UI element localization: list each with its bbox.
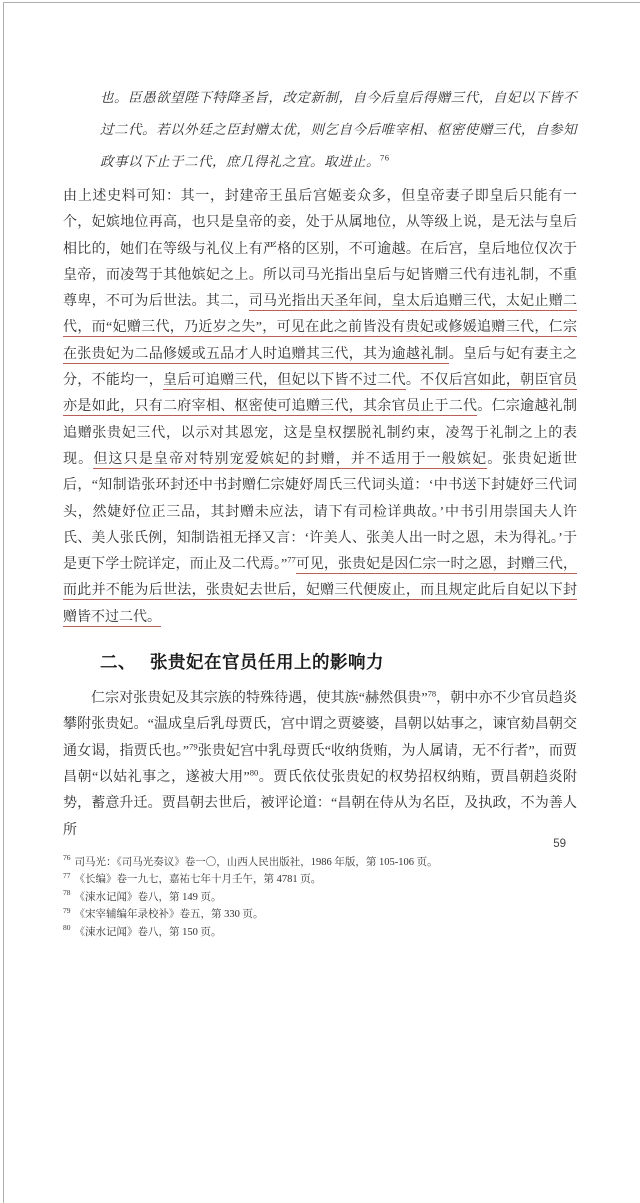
paragraph-influence	[63, 686, 577, 844]
footnote-item	[63, 889, 577, 907]
footnote-text: 《宋宰辅编年录校补》卷五，第 330 页。	[74, 909, 264, 921]
footnote-ref: 79	[189, 740, 198, 751]
underlined-text: 但这只是皇帝对特别宠爱嫔妃的封赠，并不适用于一般嫔妃	[93, 451, 488, 467]
section-heading	[100, 649, 577, 674]
footnote-item	[63, 871, 577, 889]
text-run: 。贾氏依仗张贵妃的权势招权纳贿，贾昌朝趋炎附势，蓄意升迁。贾昌朝去世后，被评论道：“昌朝在侍从为名臣，及执政，不为善人所	[63, 769, 577, 838]
underlined-text: 皇后可追赠三代，但妃以下皆不过二代	[163, 373, 406, 389]
text-run: ，朝中亦不少官员趋炎攀附张贵妃。“温成皇后乳母贾氏，宫中谓之贾婆婆，昌朝以姑事之，谏官劾昌朝交通女谒，指贾氏也。”	[63, 691, 577, 759]
text-run: 。	[405, 373, 421, 389]
underlined-text: 司马光指出天圣年间，皇太后追赠三代，太妃止赠二代，而“妃赠三代，乃近岁之失”，可见在此之前皆没有贵妃或修媛追赠三代，仁宗在张贵妃为二品修媛或五品才人时追赠其三代，其为逾越礼制	[63, 294, 578, 362]
footnote-text: 司马光：《司马光奏议》卷一〇，山西人民出版社，1986 年版，第 105-106 页。	[74, 856, 438, 868]
text-run: 。张贵妃逝世后，“知制诰张环封还中书封赠仁宗婕妤周氏三代词头道：‘中书送下封婕妤三代词头，然婕妤位正三品，其封赠未应法，请下有司检详典故。’中书引用崇国夫人许氏、美人张氏例，知制诰祖无择又言：‘许美人、张美人出一时之恩，未为得礼。’于是更下学士院详定，而止及二代焉。”	[63, 451, 578, 573]
underlined-text: 可见，张贵妃是因仁宗一时之恩，封赠三代，而此并不能为后世法，张贵妃去世后，妃赠三代便废止，而且规定此后自妃以下封赠皆不过二代。	[63, 557, 578, 625]
footnote-marker: 77	[63, 870, 71, 880]
quote-text: 也。臣愚欲望陛下特降圣旨，改定新制，自今后皇后得赠三代，自妃以下皆不过二代。若以外廷之臣封赠太优，则乞自今后唯宰相、枢密使赠三代，自参知政事以下止于二代，庶几得礼之宜。取进止。	[100, 90, 577, 169]
footnote-text: 《涑水记闻》卷八，第 149 页。	[74, 891, 222, 903]
footnote-ref: 80	[249, 767, 259, 778]
footnote-ref: 76	[380, 152, 390, 163]
footnote-item	[63, 854, 577, 872]
footnote-marker: 80	[63, 923, 71, 933]
page-number: 59	[553, 838, 566, 850]
text-run: 由上述史料可知：其一，封建帝王虽后宫姬妾众多，但皇帝妻子即皇后只能有一个，妃嫔地位再高，也只是皇帝的妾，处于从属地位，从等级上说，是无法与皇后相比的，她们在等级与礼仪上有严格的区别，不可逾越。在后宫，皇后地位仅次于皇帝，而凌驾于其他嫔妃之上。所以司马光指出皇后与妃皆赠三代有违礼制，不重尊卑，不可为后世法。其二，	[63, 189, 577, 310]
block-quote	[100, 82, 577, 178]
paragraph-analysis	[63, 184, 577, 631]
footnote-item	[63, 924, 577, 942]
text-run: 。仁宗逾越礼制追赠张贵妃三代，以示对其恩宠，这是皇权摆脱礼制约束，凌驾于礼制之上的表现。	[63, 399, 578, 467]
footnote-text: 《长编》卷一九七，嘉祐七年十月壬午，第 4781 页。	[74, 874, 322, 886]
text-run: 仁宗对张贵妃及其宗族的特殊待遇，使其族“赫然俱贵”	[91, 691, 428, 707]
footnote-marker: 79	[63, 905, 71, 915]
footnote-ref: 77	[287, 554, 296, 565]
text-run: 张贵妃宫中乳母贾氏“收纳货贿，为人属请，无不行者”，而贾昌朝“以姑礼事之，遂被大用”	[63, 743, 577, 785]
section-title: 张贵妃在官员任用上的影响力	[150, 652, 384, 673]
section-number: 二、	[100, 652, 136, 673]
underlined-text: 不仅后宫如此，朝臣官员亦是如此，只有二府宰相、枢密使可追赠三代，其余官员止于二代	[63, 373, 578, 415]
footnote-item	[63, 906, 577, 924]
footnote-ref: 78	[427, 688, 437, 699]
footnote-marker: 76	[63, 853, 71, 863]
footnote-list	[63, 854, 577, 942]
footnote-marker: 78	[63, 888, 71, 898]
text-run: 。皇后与妃有妻主之分，不能均一，	[63, 346, 578, 389]
footnote-text: 《涑水记闻》卷八，第 150 页。	[74, 926, 222, 938]
